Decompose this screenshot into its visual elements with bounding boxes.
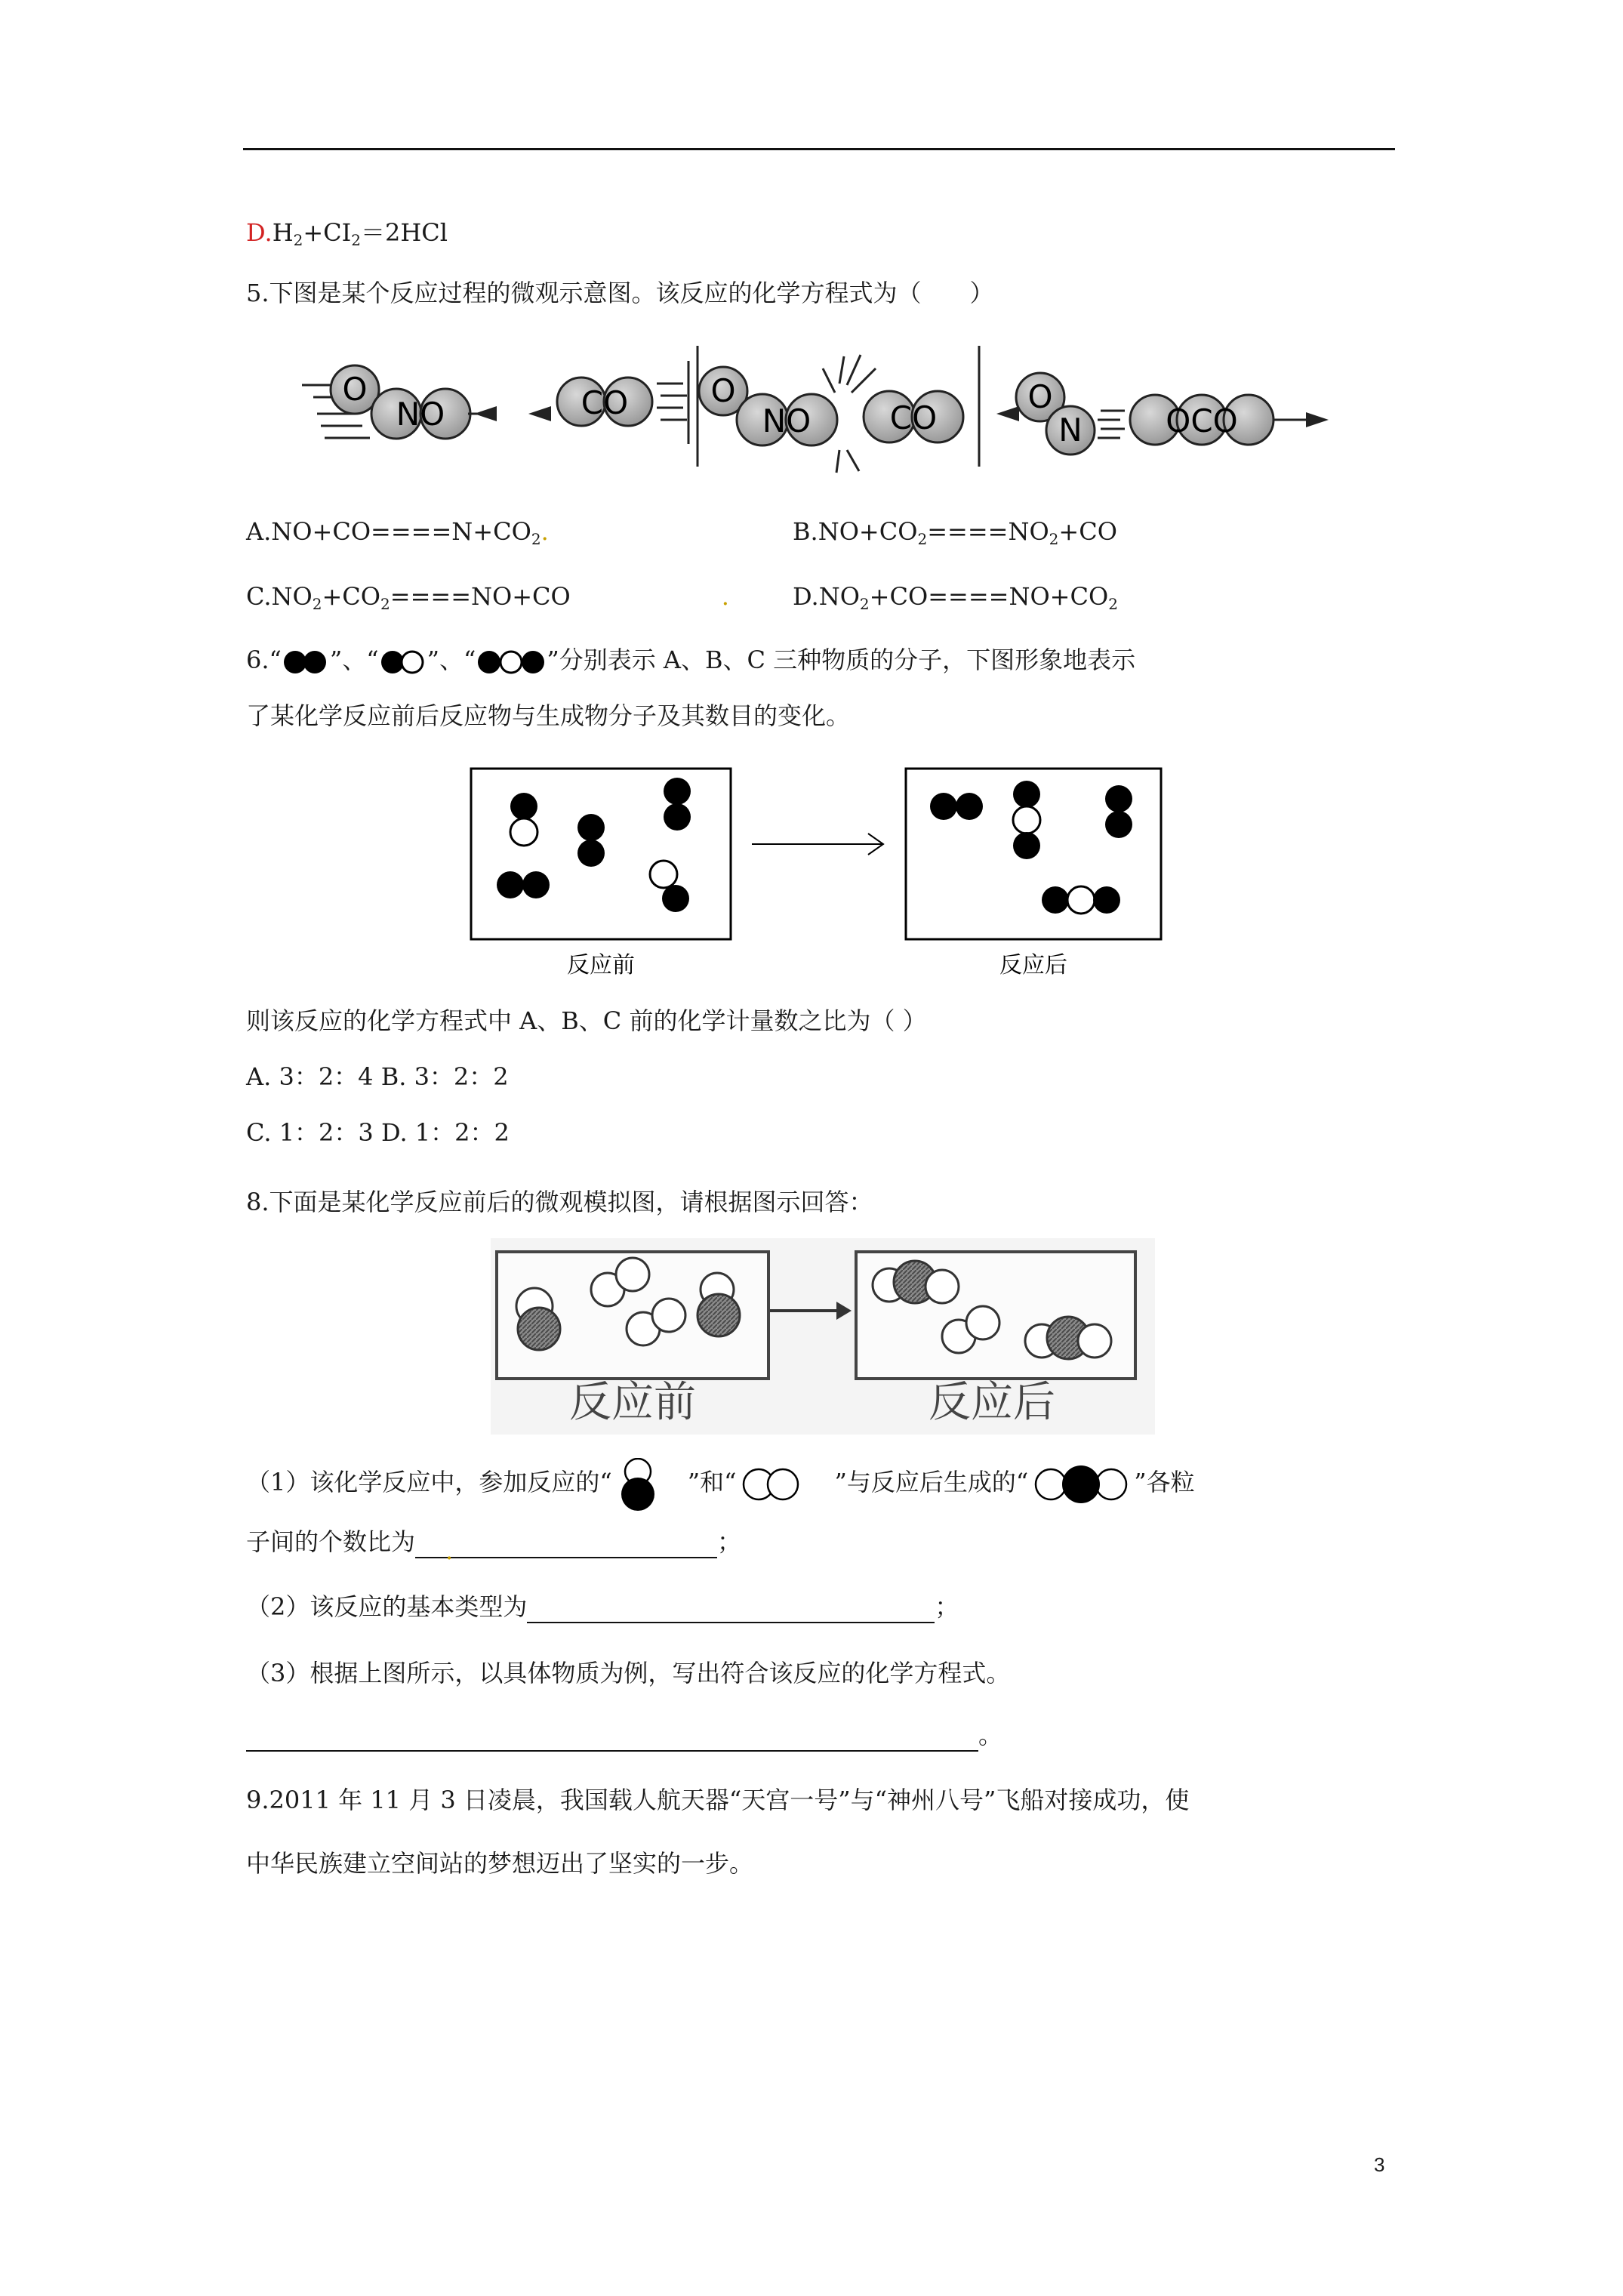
option-formula: $H_2+CI_2=2HCl$ bbox=[272, 218, 448, 249]
molecule-black-white-icon bbox=[612, 1458, 665, 1511]
atom-label: CO bbox=[581, 384, 629, 421]
molecule-co-left bbox=[557, 378, 652, 426]
molecule-c-icon bbox=[476, 647, 547, 677]
header-rule bbox=[243, 148, 1395, 150]
molecule-white-black-white-icon bbox=[1028, 1465, 1134, 1503]
q5-option-c: $C.NO_2+CO_2====NO+CO$ . bbox=[246, 582, 729, 613]
molecule-a-icon bbox=[282, 647, 330, 677]
q9-line2: 中华民族建立空间站的梦想迈出了坚实的一步。 bbox=[246, 1849, 754, 1878]
q4-option-d bbox=[246, 216, 448, 249]
q8-p1-line2: 子间的个数比为 . ； bbox=[246, 1527, 742, 1565]
q8-p3: （3）根据上图所示，以具体物质为例，写出符合该反应的化学方程式。 bbox=[246, 1659, 1011, 1687]
label-after: 反应后 bbox=[999, 952, 1067, 978]
q6-stem-line2: 了某化学反应前后反应物与生成物分子及其数目的变化。 bbox=[246, 701, 851, 730]
atom-label: N bbox=[1058, 411, 1083, 448]
q5-option-d: $D.NO_2+CO====NO+CO_2$ bbox=[793, 582, 1118, 613]
q6-options-2: C. 1：2：3 D. 1：2：2 bbox=[246, 1118, 510, 1147]
atom-label: O bbox=[342, 371, 368, 408]
molecule-white-white-icon bbox=[736, 1467, 812, 1502]
atom-label: OCO bbox=[1166, 402, 1238, 439]
molecule-collision bbox=[699, 367, 963, 445]
q5-reaction-figure bbox=[302, 338, 1344, 474]
q5-stem: 5.下图是某个反应过程的微观示意图。该反应的化学方程式为（ ） bbox=[246, 279, 994, 307]
page-number: 3 bbox=[1374, 2153, 1385, 2176]
atom-label: NO bbox=[762, 402, 812, 439]
molecule-n-o-right bbox=[1016, 373, 1095, 455]
q8-p2: （2）该反应的基本类型为 ； bbox=[246, 1590, 959, 1623]
q9-line1: 9.2011 年 11 月 3 日凌晨，我国载人航天器“天宫一号”与“神州八号”飞船对接成功，使 bbox=[246, 1786, 1190, 1814]
atom-label: O bbox=[710, 372, 736, 409]
label-before: 反应前 bbox=[567, 952, 635, 978]
q8-reaction-figure bbox=[491, 1238, 1155, 1435]
q8-stem: 8.下面是某化学反应前后的微观模拟图，请根据图示回答： bbox=[246, 1188, 873, 1216]
q8-p1: （1）该化学反应中，参加反应的“ ”和“ ”与反应后生成的“ ”各粒 bbox=[246, 1463, 1195, 1503]
label-before: 反应前 bbox=[569, 1378, 696, 1427]
label-after: 反应后 bbox=[929, 1378, 1055, 1427]
q5-option-a: $A.NO+CO====N+CO_2$. bbox=[246, 517, 549, 548]
atom-label: O bbox=[1027, 378, 1053, 415]
molecule-no2-left bbox=[331, 365, 470, 439]
molecule-co2-right bbox=[1130, 395, 1273, 445]
option-letter: D. bbox=[246, 218, 273, 247]
q6-options-1: A. 3：2：4 B. 3：2：2 bbox=[246, 1062, 509, 1091]
q6-stem: 6.“ ”、“ ”、“ ”分别表示 A、B、C 三种物质的分子，下图形象地表示 bbox=[246, 643, 1135, 677]
q6-question: 则该反应的化学方程式中 A、B、C 前的化学计量数之比为（ ） bbox=[246, 1006, 927, 1035]
atom-label: NO bbox=[396, 396, 445, 433]
molecule-b-icon bbox=[379, 647, 427, 677]
q8-p3-answer: 。 bbox=[246, 1718, 1002, 1752]
answer-blank-1[interactable]: . bbox=[415, 1534, 717, 1558]
answer-blank-3[interactable] bbox=[246, 1727, 978, 1752]
q6-reaction-figure bbox=[468, 764, 1208, 983]
q5-option-b: $B.NO+CO_2====NO_2+CO$ bbox=[793, 517, 1117, 548]
answer-blank-2[interactable] bbox=[527, 1599, 935, 1623]
atom-label: CO bbox=[889, 399, 938, 436]
